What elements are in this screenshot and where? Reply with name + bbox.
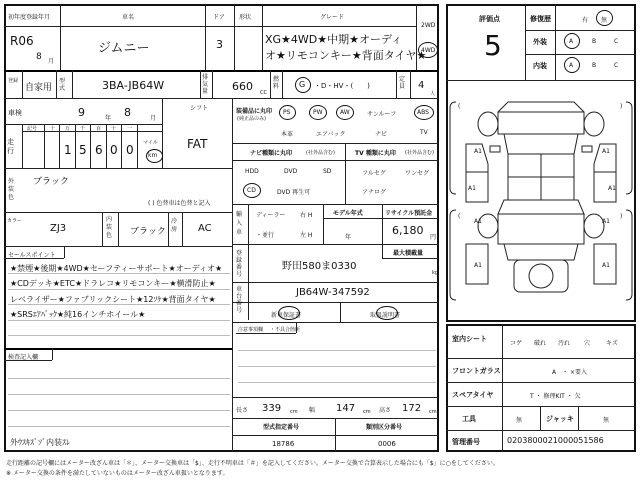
reg-year-value: R06 <box>10 34 34 48</box>
room-item-2: 汚れ <box>558 340 571 347</box>
inspector-note: 外ｳｽｷｽﾞｿﾞ内装ｽﾚ <box>10 438 70 447</box>
chassis-label: 車台番号 <box>236 286 243 314</box>
grade-line2: オ★リモコンキー★背面タイヤ★ <box>265 49 427 62</box>
new-car-cert: 新車保証書 <box>271 312 302 319</box>
exterior-note: ( ) 色替車は色替と記入 <box>148 200 211 207</box>
width-label: 幅 <box>309 407 316 414</box>
mileage-digit-label-6: 一 <box>127 126 133 132</box>
repair-label: 修復歴 <box>530 15 551 23</box>
inspection-month-unit: 月 <box>150 115 157 122</box>
fuel-label: 燃料 <box>273 76 280 90</box>
ext-b: B <box>592 38 597 45</box>
mileage-digit-label-5: 十 <box>111 126 117 132</box>
diag-a1-1: A1 <box>602 148 610 155</box>
mileage-digit-label-2: 万 <box>65 126 71 132</box>
navi-cd: CD <box>247 187 256 194</box>
tools-value: 無 <box>516 417 523 424</box>
footer-line-2: ※ メーター交換の条件を満たしていないものはメーター改ざん車扱いとなります。 <box>6 470 229 477</box>
inspection-year: 9 <box>78 106 85 119</box>
cap-value: 4 <box>418 80 425 91</box>
bracket-paren-2: ) <box>620 103 623 110</box>
equip-abs: ABS <box>417 109 429 116</box>
mileage-km: km <box>148 152 158 159</box>
type-label: 型式 <box>59 78 66 92</box>
navi-dvd-play: DVD 再生可 <box>277 189 311 196</box>
drive-4wd: 4WD <box>421 47 436 54</box>
mileage-digit-label-1: 十 <box>50 126 56 132</box>
inspection-year-unit: 年 <box>105 115 112 122</box>
height-label: 高さ <box>379 407 392 414</box>
length-unit: cm <box>290 409 298 415</box>
cap-label: 定員 <box>399 76 406 90</box>
cc-unit: CC <box>260 90 267 96</box>
mileage-digit-label-4: 百 <box>96 126 102 132</box>
width-value: 147 <box>336 403 356 414</box>
import-left: 左 H <box>300 232 313 239</box>
sales-line-3: ★SRSｴｱﾊﾞｯｸ★純16インチホイール★ <box>10 310 146 319</box>
bracket-paren-4: ) <box>620 213 623 220</box>
mileage-unit-label: マイル <box>143 140 158 146</box>
mileage-label: 走行 <box>7 138 14 155</box>
room-item-4: キズ <box>606 340 618 347</box>
diag-a1-3: A1 <box>608 185 616 192</box>
cap-unit: 人 <box>430 91 436 97</box>
int-c: C <box>614 62 619 69</box>
mileage-digit-label-3: 千 <box>80 126 86 132</box>
equipment-label: 装備品に丸印 <box>236 108 273 115</box>
tools-label: 工具 <box>462 415 476 423</box>
room-item-1: 破れ <box>534 340 547 347</box>
sales-line-0: ★禁煙★後期★4WD★セーフティーサポート★オーディオ★ <box>10 264 223 273</box>
mileage-digit-2: 6 <box>95 143 103 157</box>
navi-sub: (社外品含む) <box>306 150 335 156</box>
spare-value: T ・ 修理KIT ・ 欠 <box>530 393 581 400</box>
navi-title: ナビ種類に丸印 <box>250 150 293 157</box>
ext-a: A <box>569 38 574 45</box>
tv-oneseg: ワンセグ <box>405 170 430 177</box>
equip-airbag: エアバック <box>316 131 346 138</box>
repair-no: 無 <box>601 17 608 24</box>
width-unit: cm <box>363 409 371 415</box>
grade-label: グレード <box>320 14 345 21</box>
bracket-paren-1: ( <box>458 103 461 110</box>
jack-value: 無 <box>603 417 610 424</box>
equip-pw: PW <box>313 109 323 116</box>
room-label: 室内シート <box>452 335 487 343</box>
recycle-unit: 円 <box>430 234 437 241</box>
mileage-digit-1: 5 <box>79 143 87 157</box>
car-diagram <box>448 84 634 320</box>
door-value: 3 <box>216 38 223 51</box>
exterior-label: 外装色 <box>8 178 15 201</box>
cc-value: 660 <box>232 80 253 93</box>
notes-sub: ・不具合箇所 <box>270 327 301 333</box>
mgmt-value: 0203800021000051586 <box>507 436 604 445</box>
mgmt-label: 管理番号 <box>452 438 480 446</box>
car-name: ジムニー <box>98 41 150 56</box>
inspection-month: 8 <box>124 106 131 119</box>
color-code-label: カラー <box>7 218 23 224</box>
length-label: 長さ <box>236 407 249 414</box>
length-value: 339 <box>262 403 282 414</box>
ac-value: AC <box>198 223 212 234</box>
height-unit: cm <box>429 409 437 415</box>
equip-aw: AW <box>340 109 350 116</box>
import-dealer: ディーラー <box>256 212 286 219</box>
sales-line-1: ★CDデッキ★ETC★ドラレコ★リモコンキー★横滑防止★ <box>10 279 216 288</box>
navi-hdd: HDD <box>245 168 259 175</box>
int-b: B <box>592 62 597 69</box>
exterior-color: ブラック <box>33 177 69 187</box>
drive-2wd: 2WD <box>421 22 436 29</box>
max-load-unit: kg <box>432 270 439 276</box>
name-label: 車名 <box>122 14 135 21</box>
tv-title: TV 種類に丸印 <box>355 150 396 157</box>
mileage-digit-3: 0 <box>110 143 118 157</box>
recycle-label: リサイクル預託金 <box>385 210 433 217</box>
equip-navi: ナビ <box>375 131 388 138</box>
interior-color: ブラック <box>130 227 166 237</box>
fuel-g: G <box>299 80 306 89</box>
plate-number: 野田580ま0330 <box>282 261 357 272</box>
type-value: 3BA-JB64W <box>102 79 165 92</box>
height-value: 172 <box>402 403 422 414</box>
score-value: 5 <box>484 29 502 62</box>
glass-value: A ・ ×要入 <box>552 369 588 376</box>
cc-label: 排気量 <box>202 74 209 95</box>
equip-tv: TV <box>420 129 428 136</box>
equip-leather: 本革 <box>281 131 294 138</box>
footer-line-1: 走行距離の記号欄にはメーター改ざん車は「＊」、メーター交換車は「$」、走行不明車は「＃」を記入してください。メーター交換で合算表示した場合にも「$」に○をしてください。 <box>6 460 499 467</box>
interior-label: 内装色 <box>106 216 113 239</box>
mileage-digit-4: 0 <box>126 143 134 157</box>
chassis-number: JB64W-347592 <box>296 287 370 298</box>
recycle-value: 6,180 <box>392 224 424 237</box>
shift-value: FAT <box>187 137 208 151</box>
color-code: ZJ3 <box>50 223 67 234</box>
ext-label: 外装 <box>533 38 547 46</box>
room-item-3: 穴 <box>584 340 591 347</box>
bracket-paren-3: ( <box>458 213 461 220</box>
use-value: 自家用 <box>25 83 53 93</box>
navi-dvd: DVD <box>284 168 298 175</box>
navi-sd: SD <box>323 168 332 175</box>
diag-a1-7: A1 <box>602 262 610 269</box>
equip-ps: PS <box>283 109 291 116</box>
tv-analog: アナログ <box>362 189 387 196</box>
score-label: 評価点 <box>479 15 500 23</box>
reg-year-label: 初年度登録年月 <box>8 14 51 21</box>
glass-label: フロントガラス <box>452 367 501 375</box>
grade-line1: XG★4WD★中期★オーディ <box>265 33 403 46</box>
shape-label: 形状 <box>239 14 252 21</box>
spare-label: スペアタイヤ <box>452 391 494 399</box>
mileage-digit-0: 1 <box>64 143 72 157</box>
plate-label: 登録番号 <box>236 250 243 278</box>
manual: 取扱説明書 <box>370 312 401 319</box>
model-year-unit: 年 <box>345 234 352 241</box>
ac-label: 冷房 <box>171 218 178 233</box>
import-right: 右 H <box>300 212 313 219</box>
reg-month-unit: 月 <box>48 58 55 65</box>
int-a: A <box>569 62 574 69</box>
room-item-0: コゲ <box>510 340 523 347</box>
class-value: 0006 <box>378 440 396 448</box>
diag-a1-5: A1 <box>602 218 610 225</box>
diag-a1-4: A1 <box>474 218 482 225</box>
registration-sub-label: 登録 <box>8 78 19 84</box>
diag-a1-6: A1 <box>474 262 482 269</box>
model-year-label: モデル年式 <box>333 210 363 217</box>
equipment-sub: (純正品のみ) <box>237 116 266 122</box>
sales-label: セールスポイント <box>8 252 56 259</box>
model-cert-label: 型式指定番号 <box>263 424 300 431</box>
notes-label: 注意事項欄 <box>238 327 264 333</box>
door-label: ドア <box>213 14 225 21</box>
repair-yes: 有 <box>582 17 589 24</box>
sales-line-2: レベライザー★ファブリックシート★12ｿｹ★背面タイヤ★ <box>10 295 216 304</box>
tv-fullseg: フルセグ <box>362 170 386 177</box>
ext-c: C <box>614 38 619 45</box>
equip-sunroof: サンルーフ <box>367 111 397 118</box>
reg-month-value: 8 <box>36 52 42 62</box>
jack-label: ジャッキ <box>546 415 574 423</box>
fuel-rest: ・D・HV・( ) <box>314 82 370 90</box>
mileage-digit-label-0: 記号 <box>27 126 38 132</box>
model-cert-value: 18786 <box>272 440 295 448</box>
import-label: 輸入車 <box>236 211 243 236</box>
inspector-label: 検査記入欄 <box>8 354 39 361</box>
class-label: 類別区分番号 <box>366 424 403 431</box>
max-load-label: 最大積載量 <box>393 250 424 257</box>
shift-label: シフト <box>190 105 209 112</box>
inspection-label: 車検 <box>8 109 22 117</box>
int-label: 内装 <box>533 62 547 70</box>
import-parallel: ・並行 <box>256 232 275 239</box>
tv-sub: (社外品含む) <box>405 150 434 156</box>
diag-a1-0: A1 <box>474 148 482 155</box>
diag-a1-2: A1 <box>468 185 476 192</box>
